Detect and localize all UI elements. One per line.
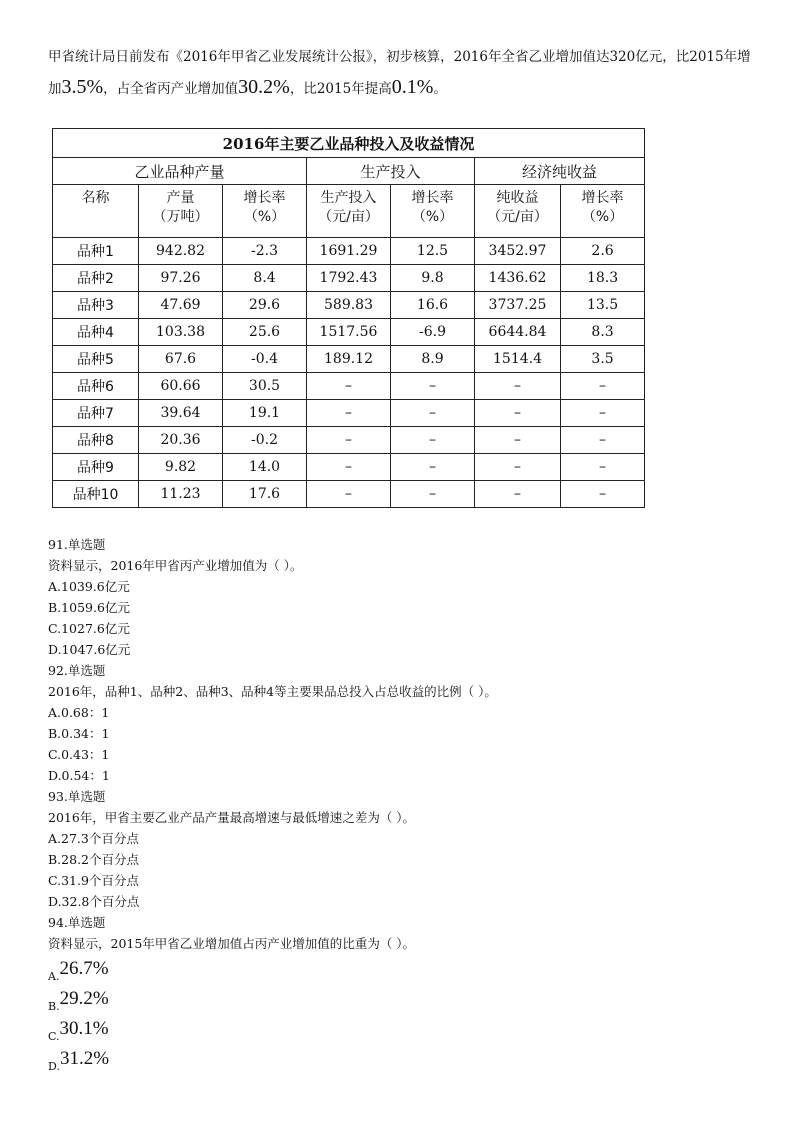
question-stem: 资料显示，2015年甲省乙业增加值占丙产业增加值的比重为（ ）。 — [48, 936, 416, 951]
answer-option[interactable] — [48, 1044, 768, 1074]
table-row — [53, 265, 645, 292]
table-row — [53, 346, 645, 373]
variety-name-cell: 品种6 — [53, 373, 139, 400]
group-header-input: 生产投入 — [307, 158, 475, 185]
answer-option[interactable]: C.0.43：1 — [48, 747, 110, 762]
table-cell: -0.2 — [223, 427, 307, 454]
variety-name-cell: 品种1 — [53, 238, 139, 265]
table-cell: – — [391, 427, 475, 454]
table-cell: 12.5 — [391, 238, 475, 265]
column-header — [139, 185, 223, 238]
table-cell: – — [307, 400, 391, 427]
table-row — [53, 292, 645, 319]
table-row — [53, 373, 645, 400]
table-cell: – — [307, 481, 391, 508]
group-header-output: 乙业品种产量 — [53, 158, 307, 185]
table-cell: -2.3 — [223, 238, 307, 265]
table-cell: 20.36 — [139, 427, 223, 454]
table-row — [53, 481, 645, 508]
option-value: 29.2% — [59, 988, 109, 1009]
intro-text-3: ，比2015年提高 — [289, 81, 392, 97]
intro-text-4: 。 — [433, 81, 447, 97]
option-letter: B. — [48, 1000, 60, 1013]
table-cell: -6.9 — [391, 319, 475, 346]
column-header — [53, 185, 139, 238]
table-title: 2016年主要乙业品种投入及收益情况 — [53, 129, 645, 158]
answer-option[interactable]: A.0.68：1 — [48, 705, 110, 720]
column-header — [307, 185, 391, 238]
group-header-income: 经济纯收益 — [475, 158, 645, 185]
column-header — [475, 185, 561, 238]
table-cell: – — [561, 481, 645, 508]
table-cell: 6644.84 — [475, 319, 561, 346]
questions-section — [48, 534, 768, 1074]
column-header-line: 名称 — [81, 190, 110, 206]
table-cell: 11.23 — [139, 481, 223, 508]
table-cell: 1436.62 — [475, 265, 561, 292]
column-header-line: 增长率 — [581, 190, 624, 206]
table-cell: – — [475, 373, 561, 400]
answer-option[interactable]: B.28.2个百分点 — [48, 852, 139, 867]
column-header-line: （元/亩） — [318, 209, 379, 225]
variety-name-cell: 品种2 — [53, 265, 139, 292]
answer-option[interactable] — [48, 984, 768, 1014]
table-cell: 29.6 — [223, 292, 307, 319]
column-header-line: 增长率 — [243, 190, 286, 206]
table-cell: – — [475, 454, 561, 481]
column-header — [223, 185, 307, 238]
table-cell: 30.5 — [223, 373, 307, 400]
table-cell: 9.8 — [391, 265, 475, 292]
answer-option[interactable]: D.32.8个百分点 — [48, 894, 140, 909]
table-cell: 17.6 — [223, 481, 307, 508]
intro-increase-value: 0.1% — [391, 76, 434, 98]
intro-share-value: 30.2% — [238, 76, 290, 98]
column-header-line: 增长率 — [411, 190, 454, 206]
variety-name-cell: 品种10 — [53, 481, 139, 508]
column-header-line: （%） — [243, 209, 286, 225]
table-row — [53, 454, 645, 481]
table-cell: 189.12 — [307, 346, 391, 373]
intro-growth-value: 3.5% — [61, 76, 104, 98]
variety-name-cell: 品种7 — [53, 400, 139, 427]
table-cell: 942.82 — [139, 238, 223, 265]
table-cell: – — [475, 400, 561, 427]
table-cell: 8.9 — [391, 346, 475, 373]
table-cell: -0.4 — [223, 346, 307, 373]
table-cell: – — [561, 400, 645, 427]
column-header — [561, 185, 645, 238]
table-cell: 67.6 — [139, 346, 223, 373]
column-header-line: （%） — [581, 209, 624, 225]
question-number: 92.单选题 — [48, 663, 106, 678]
answer-option[interactable]: D.1047.6亿元 — [48, 642, 131, 657]
table-row — [53, 319, 645, 346]
table-row — [53, 400, 645, 427]
table-cell: 60.66 — [139, 373, 223, 400]
column-header-line: 生产投入 — [320, 190, 377, 206]
answer-option[interactable]: B.0.34：1 — [48, 726, 110, 741]
table-cell: 1792.43 — [307, 265, 391, 292]
table-cell: 19.1 — [223, 400, 307, 427]
table-cell: – — [307, 373, 391, 400]
table-cell: 18.3 — [561, 265, 645, 292]
table-cell: – — [475, 427, 561, 454]
table-cell: 14.0 — [223, 454, 307, 481]
table-cell: 2.6 — [561, 238, 645, 265]
data-table — [52, 128, 645, 508]
option-value: 26.7% — [59, 958, 109, 979]
option-letter: C. — [48, 1030, 60, 1043]
table-cell: 3452.97 — [475, 238, 561, 265]
table-cell: 3.5 — [561, 346, 645, 373]
table-cell: 1691.29 — [307, 238, 391, 265]
table-cell: 47.69 — [139, 292, 223, 319]
table-cell: – — [307, 454, 391, 481]
table-cell: – — [391, 481, 475, 508]
answer-option[interactable]: B.1059.6亿元 — [48, 600, 130, 615]
answer-option[interactable]: A.1039.6亿元 — [48, 579, 130, 594]
intro-paragraph — [48, 42, 760, 104]
answer-option[interactable]: C.31.9个百分点 — [48, 873, 139, 888]
table-cell: 1517.56 — [307, 319, 391, 346]
variety-name-cell: 品种4 — [53, 319, 139, 346]
intro-text-1: 甲省统计局日前发布《2016年甲省乙业发展统计公报》，初步核算，2016年全省乙业增加值达320亿元，比2015年增加 — [48, 49, 751, 97]
table-cell: 16.6 — [391, 292, 475, 319]
column-header-line: （元/亩） — [487, 209, 548, 225]
table-cell: 103.38 — [139, 319, 223, 346]
column-header-line: （%） — [411, 209, 454, 225]
answer-option[interactable]: C.1027.6亿元 — [48, 621, 130, 636]
column-header-line: 产量 — [166, 190, 195, 206]
option-value: 30.1% — [59, 1018, 109, 1039]
table-cell: – — [307, 427, 391, 454]
variety-name-cell: 品种3 — [53, 292, 139, 319]
table-cell: 25.6 — [223, 319, 307, 346]
intro-text-2: ，占全省丙产业增加值 — [103, 81, 239, 97]
column-header-line: （万吨） — [152, 209, 209, 225]
table-cell: 9.82 — [139, 454, 223, 481]
table-cell: 589.83 — [307, 292, 391, 319]
table-cell: – — [561, 427, 645, 454]
table-cell: 39.64 — [139, 400, 223, 427]
table-row — [53, 238, 645, 265]
answer-option[interactable] — [48, 1014, 768, 1044]
column-header-line: 纯收益 — [496, 190, 539, 206]
table-cell: 8.3 — [561, 319, 645, 346]
answer-option[interactable] — [48, 954, 768, 984]
question-number: 91.单选题 — [48, 537, 106, 552]
table-cell: – — [561, 373, 645, 400]
option-value: 31.2% — [59, 1048, 110, 1069]
answer-option[interactable]: D.0.54：1 — [48, 768, 110, 783]
table-cell: – — [475, 481, 561, 508]
table-cell: 3737.25 — [475, 292, 561, 319]
table-cell: – — [561, 454, 645, 481]
answer-option[interactable]: A.27.3个百分点 — [48, 831, 139, 846]
option-letter: A. — [48, 970, 60, 983]
variety-name-cell: 品种9 — [53, 454, 139, 481]
data-table-container — [52, 128, 645, 508]
question-stem: 资料显示，2016年甲省丙产业增加值为（ ）。 — [48, 558, 303, 573]
table-row — [53, 427, 645, 454]
question-stem: 2016年，品种1、品种2、品种3、品种4等主要果品总投入占总收益的比例（ ）。 — [48, 684, 497, 699]
table-cell: – — [391, 400, 475, 427]
variety-name-cell: 品种8 — [53, 427, 139, 454]
variety-name-cell: 品种5 — [53, 346, 139, 373]
question-number: 94.单选题 — [48, 915, 106, 930]
table-cell: 13.5 — [561, 292, 645, 319]
table-cell: – — [391, 454, 475, 481]
option-letter: D. — [48, 1060, 60, 1073]
question-number: 93.单选题 — [48, 789, 106, 804]
column-header — [391, 185, 475, 238]
table-cell: 1514.4 — [475, 346, 561, 373]
table-cell: – — [391, 373, 475, 400]
table-cell: 8.4 — [223, 265, 307, 292]
question-stem: 2016年，甲省主要乙业产品产量最高增速与最低增速之差为（ ）。 — [48, 810, 416, 825]
table-cell: 97.26 — [139, 265, 223, 292]
